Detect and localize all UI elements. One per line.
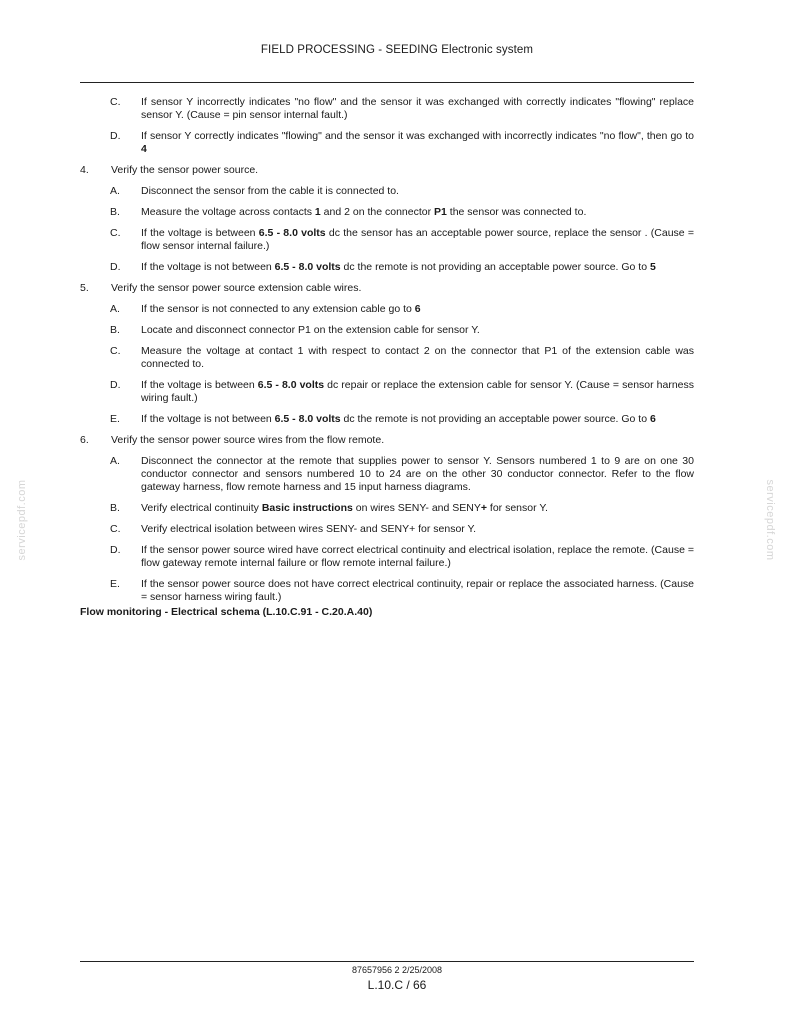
step-text [141, 523, 694, 536]
procedure-substep [80, 502, 694, 515]
step-text [141, 324, 694, 337]
text-run: for sensor Y. [487, 502, 548, 514]
bold-text: + [480, 502, 487, 514]
text-run: dc the sensor has an acceptable power source, replace the sensor . (Cause = flow sensor internal failure.) [141, 227, 695, 252]
text-run: dc the remote is not providing an acceptable power source. Go to [340, 413, 650, 425]
header-rule [80, 82, 694, 83]
text-run: Verify electrical isolation between wires SENY- and SENY+ for sensor Y. [141, 523, 477, 535]
step-text [141, 455, 694, 494]
procedure-step [80, 164, 694, 177]
substep-label: B. [110, 206, 120, 218]
text-run: Disconnect the connector at the remote that supplies power to sensor Y. Sensors numbered 1 to 9 are on one 30 conductor connector and sensors numbered 10 to 24 are on the other 30 conductor connector. Refer to the flow gateway harness, flow remote harness and 15 input harness diagrams. [141, 455, 694, 493]
bold-text: 1 [314, 206, 321, 218]
text-run: dc the remote is not providing an acceptable power source. Go to [340, 261, 650, 273]
substep-label: D. [110, 130, 121, 142]
procedure-step [80, 282, 694, 295]
substep-label: C. [110, 523, 121, 535]
procedure-substep [80, 303, 694, 316]
text-run: If the sensor power source wired have correct electrical continuity and electrical isolation, replace the remote. (Cause = flow gateway remote internal failure or flow remote internal failure.) [141, 544, 694, 569]
substep-label: A. [110, 185, 120, 197]
bold-text: 4 [141, 143, 147, 155]
procedure-substep [80, 206, 694, 219]
substep-label: C. [110, 345, 121, 357]
step-text [141, 578, 694, 604]
step-text [111, 282, 694, 295]
step-number: 6. [80, 434, 89, 446]
step-text [141, 227, 694, 253]
step-text [141, 206, 694, 219]
procedure-substep [80, 345, 694, 371]
bold-text: 5 [649, 261, 656, 273]
text-run: Disconnect the sensor from the cable it is connected to. [141, 185, 399, 197]
text-run: on wires SENY- and SENY [352, 502, 481, 514]
bold-text: 6.5 - 8.0 volts [258, 227, 326, 239]
step-text [141, 345, 694, 371]
bold-text: Basic instructions [261, 502, 353, 514]
procedure-substep [80, 379, 694, 405]
substep-label: A. [110, 303, 120, 315]
text-run: the sensor was connected to. [446, 206, 587, 218]
procedure-step [80, 434, 694, 447]
bold-text: 6.5 - 8.0 volts [257, 379, 325, 391]
step-text [141, 544, 694, 570]
procedure-substep [80, 324, 694, 337]
procedure-substep [80, 413, 694, 426]
text-run: Verify electrical continuity [141, 502, 262, 514]
procedure-substep [80, 261, 694, 274]
substep-label: A. [110, 455, 120, 467]
footer-rule [80, 961, 694, 962]
bold-text: P1 [434, 206, 447, 218]
text-run: If sensor Y correctly indicates "flowing" and the sensor it was exchanged with incorrectly indicates "no flow", then go to [141, 130, 694, 142]
watermark-right: servicepdf.com [764, 479, 776, 561]
text-run: If the sensor is not connected to any extension cable go to [141, 303, 415, 315]
procedure-substep [80, 544, 694, 570]
step-text [141, 185, 694, 198]
step-text [141, 303, 694, 316]
procedure-substep [80, 578, 694, 604]
step-number: 4. [80, 164, 89, 176]
bold-text: 6.5 - 8.0 volts [274, 261, 341, 273]
procedure-substep [80, 455, 694, 494]
bold-text: 6.5 - 8.0 volts [274, 413, 341, 425]
text-run: Verify the sensor power source. [111, 164, 259, 176]
step-text [141, 413, 694, 426]
procedure-substep [80, 523, 694, 536]
text-run: Measure the voltage at contact 1 with respect to contact 2 on the connector that P1 of the extension cable was connected to. [141, 345, 694, 370]
substep-label: E. [110, 578, 120, 590]
bold-text: 6 [649, 413, 656, 425]
procedure-body [80, 96, 694, 619]
text-run: Verify the sensor power source wires from the flow remote. [111, 434, 385, 446]
text-run: and 2 on the connector [320, 206, 435, 218]
substep-label: D. [110, 544, 121, 556]
substep-label: E. [110, 413, 120, 425]
text-run: If the voltage is not between [141, 413, 275, 425]
procedure-substep [80, 96, 694, 122]
footer-document-code: 87657956 2 2/25/2008 [351, 965, 443, 975]
flow-monitoring-schema-link[interactable]: Flow monitoring - Electrical schema (L.10.C.91 - C.20.A.40) [80, 606, 373, 618]
step-text [141, 130, 694, 156]
procedure-substep [80, 227, 694, 253]
substep-label: C. [110, 96, 121, 108]
text-run: Measure the voltage across contacts [141, 206, 315, 218]
text-run: Verify the sensor power source extension cable wires. [111, 282, 362, 294]
bold-text: 6 [414, 303, 421, 315]
procedure-substep [80, 185, 694, 198]
substep-label: D. [110, 379, 121, 391]
step-text [111, 434, 694, 447]
substep-label: B. [110, 502, 120, 514]
step-text [141, 502, 694, 515]
text-run: Locate and disconnect connector P1 on the extension cable for sensor Y. [141, 324, 480, 336]
step-text [141, 379, 694, 405]
step-text [141, 261, 694, 274]
text-run: dc repair or replace the extension cable for sensor Y. (Cause = sensor harness wiring fault.) [141, 379, 695, 404]
text-run: If the voltage is not between [141, 261, 275, 273]
text-run: If sensor Y incorrectly indicates "no flow" and the sensor it was exchanged with correctly indicates "flowing" replace sensor Y. (Cause = pin sensor internal fault.) [141, 96, 694, 121]
watermark-left: servicepdf.com [16, 479, 28, 561]
step-text [111, 164, 694, 177]
footer-page-number: L.10.C / 66 [367, 978, 427, 992]
page-header-title: FIELD PROCESSING - SEEDING Electronic system [260, 44, 534, 56]
step-number: 5. [80, 282, 89, 294]
substep-label: B. [110, 324, 120, 336]
text-run: If the voltage is between [141, 379, 258, 391]
step-text [141, 96, 694, 122]
substep-label: D. [110, 261, 121, 273]
substep-label: C. [110, 227, 121, 239]
text-run: If the sensor power source does not have correct electrical continuity, repair or replace the associated harness. (Cause = sensor harness wiring fault.) [141, 578, 694, 603]
procedure-substep [80, 130, 694, 156]
text-run: If the voltage is between [141, 227, 259, 239]
